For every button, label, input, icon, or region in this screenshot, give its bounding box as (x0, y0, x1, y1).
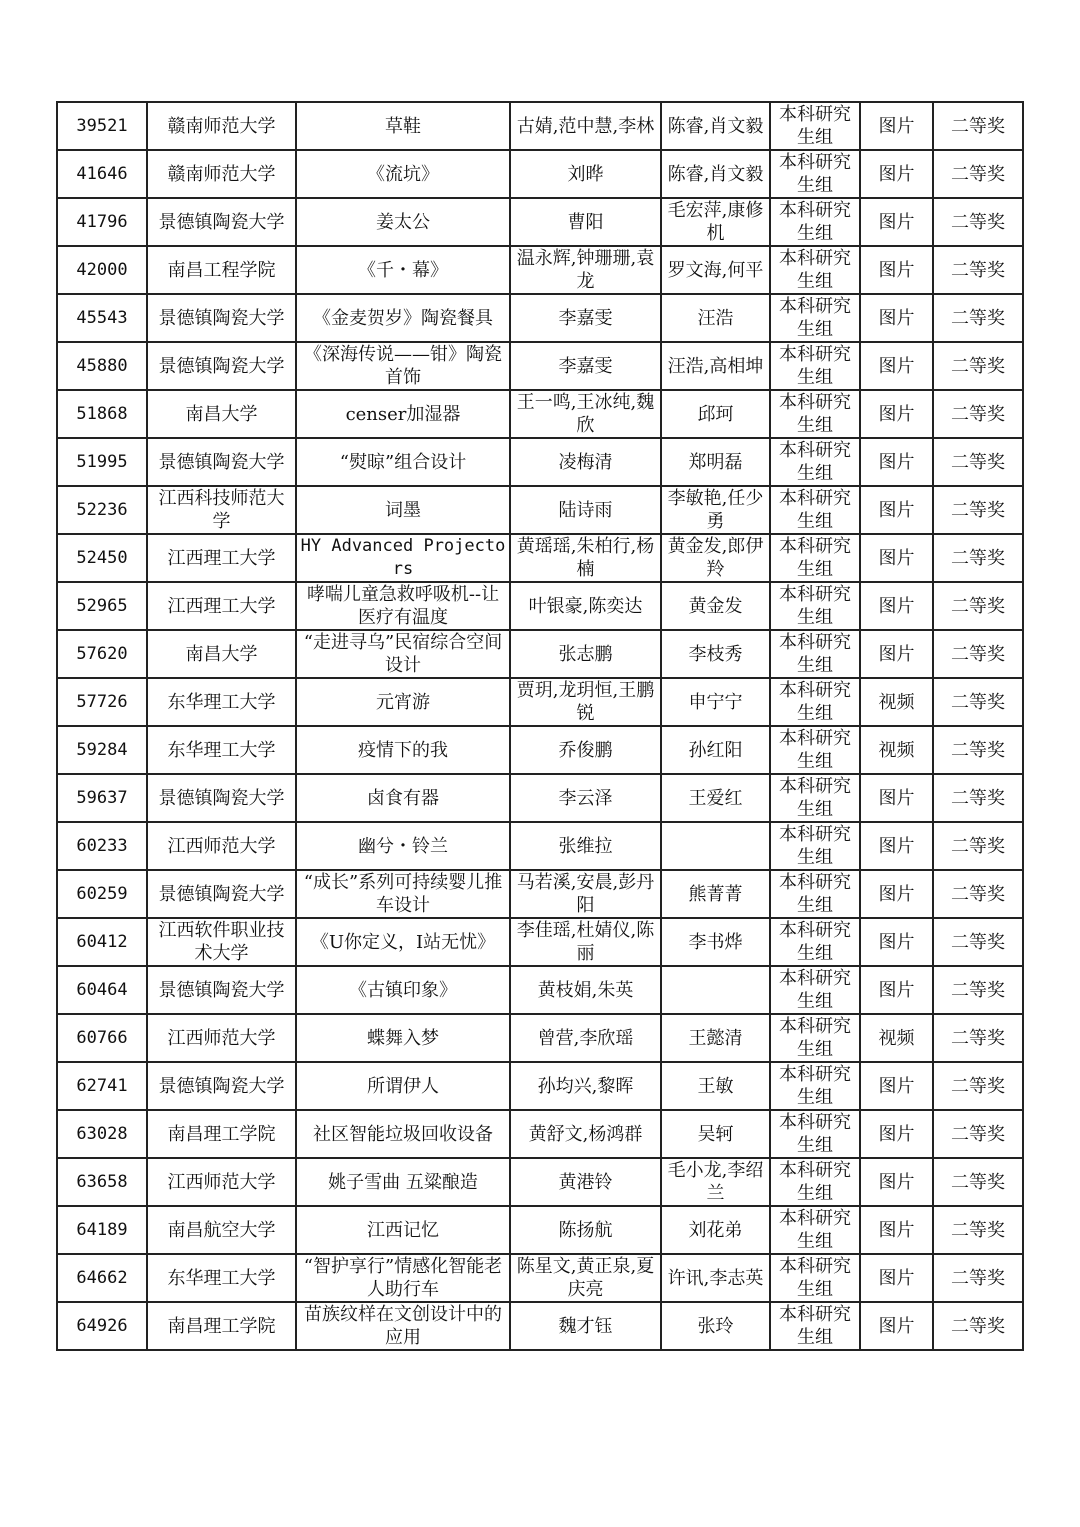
entry-id-cell: 52450 (57, 534, 147, 582)
award-cell: 二等奖 (933, 774, 1023, 822)
entry-id-cell: 39521 (57, 102, 147, 150)
school-cell: 景德镇陶瓷大学 (147, 774, 296, 822)
authors-cell: 黄瑶瑶,朱柏行,杨楠 (510, 534, 661, 582)
work-title-cell: censer加湿器 (296, 390, 510, 438)
award-cell: 二等奖 (933, 1254, 1023, 1302)
entry-id-cell: 52965 (57, 582, 147, 630)
table-row (57, 1062, 1023, 1110)
advisors-cell: 李枝秀 (661, 630, 770, 678)
award-cell: 二等奖 (933, 102, 1023, 150)
type-cell: 图片 (860, 918, 933, 966)
group-cell: 本科研究生组 (770, 390, 860, 438)
work-title-cell: 《千・幕》 (296, 246, 510, 294)
authors-cell: 曹阳 (510, 198, 661, 246)
authors-cell: 温永辉,钟珊珊,袁龙 (510, 246, 661, 294)
work-title-cell: 哮喘儿童急救呼吸机--让医疗有温度 (296, 582, 510, 630)
entry-id-cell: 64189 (57, 1206, 147, 1254)
group-cell: 本科研究生组 (770, 774, 860, 822)
work-title-cell: 《U你定义，I站无忧》 (296, 918, 510, 966)
authors-cell: 陈星文,黄正泉,夏庆亮 (510, 1254, 661, 1302)
table-row (57, 342, 1023, 390)
table-body (57, 102, 1023, 1350)
advisors-cell: 汪浩,高相坤 (661, 342, 770, 390)
group-cell: 本科研究生组 (770, 582, 860, 630)
school-cell: 赣南师范大学 (147, 102, 296, 150)
award-cell: 二等奖 (933, 630, 1023, 678)
group-cell: 本科研究生组 (770, 150, 860, 198)
type-cell: 图片 (860, 1110, 933, 1158)
advisors-cell: 王爱红 (661, 774, 770, 822)
entry-id-cell: 45543 (57, 294, 147, 342)
work-title-cell: 蝶舞入梦 (296, 1014, 510, 1062)
group-cell: 本科研究生组 (770, 870, 860, 918)
entry-id-cell: 41796 (57, 198, 147, 246)
advisors-cell: 陈睿,肖文毅 (661, 102, 770, 150)
work-title-cell: 姚子雪曲 五粱酿造 (296, 1158, 510, 1206)
type-cell: 图片 (860, 1206, 933, 1254)
school-cell: 江西师范大学 (147, 822, 296, 870)
school-cell: 景德镇陶瓷大学 (147, 966, 296, 1014)
authors-cell: 张志鹏 (510, 630, 661, 678)
type-cell: 图片 (860, 102, 933, 150)
work-title-cell: “成长”系列可持续婴儿推车设计 (296, 870, 510, 918)
type-cell: 图片 (860, 1062, 933, 1110)
advisors-cell: 邱珂 (661, 390, 770, 438)
work-title-cell: 《金麦贺岁》陶瓷餐具 (296, 294, 510, 342)
table-row (57, 822, 1023, 870)
group-cell: 本科研究生组 (770, 1302, 860, 1350)
authors-cell: 曾营,李欣瑶 (510, 1014, 661, 1062)
award-cell: 二等奖 (933, 822, 1023, 870)
work-title-cell: 元宵游 (296, 678, 510, 726)
entry-id-cell: 63028 (57, 1110, 147, 1158)
school-cell: 景德镇陶瓷大学 (147, 294, 296, 342)
award-cell: 二等奖 (933, 1206, 1023, 1254)
group-cell: 本科研究生组 (770, 102, 860, 150)
type-cell: 图片 (860, 534, 933, 582)
table-row (57, 438, 1023, 486)
table-row (57, 534, 1023, 582)
group-cell: 本科研究生组 (770, 726, 860, 774)
authors-cell: 马若溪,安晨,彭丹阳 (510, 870, 661, 918)
authors-cell: 李嘉雯 (510, 342, 661, 390)
award-cell: 二等奖 (933, 150, 1023, 198)
school-cell: 南昌工程学院 (147, 246, 296, 294)
work-title-cell: “熨晾”组合设计 (296, 438, 510, 486)
work-title-cell: 草鞋 (296, 102, 510, 150)
award-cell: 二等奖 (933, 678, 1023, 726)
entry-id-cell: 60412 (57, 918, 147, 966)
advisors-cell: 王敏 (661, 1062, 770, 1110)
table-row (57, 198, 1023, 246)
entry-id-cell: 60233 (57, 822, 147, 870)
entry-id-cell: 41646 (57, 150, 147, 198)
work-title-cell: HY Advanced Projectors (296, 534, 510, 582)
award-cell: 二等奖 (933, 1110, 1023, 1158)
work-title-cell: 江西记忆 (296, 1206, 510, 1254)
award-cell: 二等奖 (933, 918, 1023, 966)
school-cell: 南昌航空大学 (147, 1206, 296, 1254)
school-cell: 江西师范大学 (147, 1158, 296, 1206)
work-title-cell: 《古镇印象》 (296, 966, 510, 1014)
authors-cell: 古婧,范中慧,李林 (510, 102, 661, 150)
advisors-cell: 李书烨 (661, 918, 770, 966)
entry-id-cell: 51868 (57, 390, 147, 438)
work-title-cell: 所谓伊人 (296, 1062, 510, 1110)
group-cell: 本科研究生组 (770, 1158, 860, 1206)
work-title-cell: 卤食有器 (296, 774, 510, 822)
type-cell: 视频 (860, 1014, 933, 1062)
authors-cell: 孙均兴,黎晖 (510, 1062, 661, 1110)
table-row (57, 1206, 1023, 1254)
advisors-cell (661, 966, 770, 1014)
award-table (56, 101, 1024, 1351)
table-row (57, 150, 1023, 198)
type-cell: 图片 (860, 342, 933, 390)
advisors-cell: 许讯,李志英 (661, 1254, 770, 1302)
advisors-cell: 刘花弟 (661, 1206, 770, 1254)
group-cell: 本科研究生组 (770, 1014, 860, 1062)
group-cell: 本科研究生组 (770, 438, 860, 486)
entry-id-cell: 51995 (57, 438, 147, 486)
group-cell: 本科研究生组 (770, 534, 860, 582)
type-cell: 视频 (860, 678, 933, 726)
school-cell: 东华理工大学 (147, 726, 296, 774)
table-row (57, 774, 1023, 822)
award-cell: 二等奖 (933, 486, 1023, 534)
table-row (57, 1302, 1023, 1350)
table-row (57, 1014, 1023, 1062)
type-cell: 图片 (860, 438, 933, 486)
school-cell: 江西科技师范大学 (147, 486, 296, 534)
entry-id-cell: 64662 (57, 1254, 147, 1302)
advisors-cell: 申宁宁 (661, 678, 770, 726)
type-cell: 图片 (860, 822, 933, 870)
table-row (57, 102, 1023, 150)
entry-id-cell: 42000 (57, 246, 147, 294)
school-cell: 南昌大学 (147, 390, 296, 438)
authors-cell: 张维拉 (510, 822, 661, 870)
school-cell: 南昌理工学院 (147, 1110, 296, 1158)
table-row (57, 246, 1023, 294)
group-cell: 本科研究生组 (770, 1254, 860, 1302)
type-cell: 图片 (860, 246, 933, 294)
group-cell: 本科研究生组 (770, 1062, 860, 1110)
entry-id-cell: 52236 (57, 486, 147, 534)
type-cell: 图片 (860, 1254, 933, 1302)
advisors-cell: 毛宏萍,康修机 (661, 198, 770, 246)
advisors-cell: 孙红阳 (661, 726, 770, 774)
table-row (57, 726, 1023, 774)
entry-id-cell: 59637 (57, 774, 147, 822)
authors-cell: 黄港铃 (510, 1158, 661, 1206)
type-cell: 图片 (860, 1158, 933, 1206)
school-cell: 江西理工大学 (147, 534, 296, 582)
type-cell: 图片 (860, 1302, 933, 1350)
advisors-cell: 王懿清 (661, 1014, 770, 1062)
group-cell: 本科研究生组 (770, 294, 860, 342)
entry-id-cell: 62741 (57, 1062, 147, 1110)
award-cell: 二等奖 (933, 726, 1023, 774)
award-cell: 二等奖 (933, 1014, 1023, 1062)
type-cell: 图片 (860, 966, 933, 1014)
school-cell: 东华理工大学 (147, 1254, 296, 1302)
table-row (57, 582, 1023, 630)
group-cell: 本科研究生组 (770, 1110, 860, 1158)
type-cell: 图片 (860, 390, 933, 438)
table-row (57, 678, 1023, 726)
award-cell: 二等奖 (933, 438, 1023, 486)
award-cell: 二等奖 (933, 198, 1023, 246)
advisors-cell: 汪浩 (661, 294, 770, 342)
authors-cell: 黄舒文,杨鸿群 (510, 1110, 661, 1158)
authors-cell: 李嘉雯 (510, 294, 661, 342)
entry-id-cell: 57726 (57, 678, 147, 726)
group-cell: 本科研究生组 (770, 630, 860, 678)
work-title-cell: 苗族纹样在文创设计中的应用 (296, 1302, 510, 1350)
school-cell: 南昌大学 (147, 630, 296, 678)
entry-id-cell: 64926 (57, 1302, 147, 1350)
group-cell: 本科研究生组 (770, 966, 860, 1014)
entry-id-cell: 45880 (57, 342, 147, 390)
award-cell: 二等奖 (933, 294, 1023, 342)
table-row (57, 390, 1023, 438)
authors-cell: 魏才钰 (510, 1302, 661, 1350)
advisors-cell: 黄金发,郎伊羚 (661, 534, 770, 582)
table-row (57, 870, 1023, 918)
award-cell: 二等奖 (933, 966, 1023, 1014)
award-cell: 二等奖 (933, 534, 1023, 582)
school-cell: 南昌理工学院 (147, 1302, 296, 1350)
work-title-cell: 幽兮・铃兰 (296, 822, 510, 870)
authors-cell: 叶银豪,陈奕达 (510, 582, 661, 630)
group-cell: 本科研究生组 (770, 918, 860, 966)
award-cell: 二等奖 (933, 582, 1023, 630)
advisors-cell: 张玲 (661, 1302, 770, 1350)
advisors-cell: 吴轲 (661, 1110, 770, 1158)
advisors-cell (661, 822, 770, 870)
group-cell: 本科研究生组 (770, 1206, 860, 1254)
advisors-cell: 熊菁菁 (661, 870, 770, 918)
advisors-cell: 陈睿,肖文毅 (661, 150, 770, 198)
advisors-cell: 黄金发 (661, 582, 770, 630)
entry-id-cell: 60259 (57, 870, 147, 918)
table-row (57, 486, 1023, 534)
advisors-cell: 郑明磊 (661, 438, 770, 486)
type-cell: 图片 (860, 582, 933, 630)
authors-cell: 贾玥,龙玥恒,王鹏锐 (510, 678, 661, 726)
school-cell: 东华理工大学 (147, 678, 296, 726)
entry-id-cell: 59284 (57, 726, 147, 774)
work-title-cell: 社区智能垃圾回收设备 (296, 1110, 510, 1158)
work-title-cell: 《深海传说——钳》陶瓷首饰 (296, 342, 510, 390)
authors-cell: 刘晔 (510, 150, 661, 198)
type-cell: 图片 (860, 630, 933, 678)
work-title-cell: “智护享行”情感化智能老人助行车 (296, 1254, 510, 1302)
school-cell: 赣南师范大学 (147, 150, 296, 198)
entry-id-cell: 63658 (57, 1158, 147, 1206)
advisors-cell: 罗文海,何平 (661, 246, 770, 294)
authors-cell: 黄枝娟,朱英 (510, 966, 661, 1014)
school-cell: 景德镇陶瓷大学 (147, 870, 296, 918)
group-cell: 本科研究生组 (770, 486, 860, 534)
type-cell: 图片 (860, 774, 933, 822)
entry-id-cell: 60464 (57, 966, 147, 1014)
table-row (57, 1110, 1023, 1158)
table-row (57, 630, 1023, 678)
school-cell: 景德镇陶瓷大学 (147, 438, 296, 486)
work-title-cell: 疫情下的我 (296, 726, 510, 774)
award-cell: 二等奖 (933, 246, 1023, 294)
award-cell: 二等奖 (933, 1062, 1023, 1110)
group-cell: 本科研究生组 (770, 678, 860, 726)
table-row (57, 966, 1023, 1014)
work-title-cell: 《流坑》 (296, 150, 510, 198)
type-cell: 图片 (860, 150, 933, 198)
school-cell: 江西师范大学 (147, 1014, 296, 1062)
type-cell: 图片 (860, 486, 933, 534)
group-cell: 本科研究生组 (770, 198, 860, 246)
authors-cell: 乔俊鹏 (510, 726, 661, 774)
authors-cell: 李佳瑶,杜婧仪,陈丽 (510, 918, 661, 966)
table-row (57, 294, 1023, 342)
authors-cell: 陆诗雨 (510, 486, 661, 534)
group-cell: 本科研究生组 (770, 342, 860, 390)
advisors-cell: 毛小龙,李绍兰 (661, 1158, 770, 1206)
award-cell: 二等奖 (933, 390, 1023, 438)
type-cell: 视频 (860, 726, 933, 774)
work-title-cell: “走进寻乌”民宿综合空间设计 (296, 630, 510, 678)
award-cell: 二等奖 (933, 1158, 1023, 1206)
award-cell: 二等奖 (933, 870, 1023, 918)
authors-cell: 王一鸣,王冰纯,魏欣 (510, 390, 661, 438)
work-title-cell: 词墨 (296, 486, 510, 534)
entry-id-cell: 57620 (57, 630, 147, 678)
award-cell: 二等奖 (933, 342, 1023, 390)
table-row (57, 1254, 1023, 1302)
work-title-cell: 姜太公 (296, 198, 510, 246)
group-cell: 本科研究生组 (770, 822, 860, 870)
type-cell: 图片 (860, 870, 933, 918)
school-cell: 景德镇陶瓷大学 (147, 1062, 296, 1110)
group-cell: 本科研究生组 (770, 246, 860, 294)
authors-cell: 凌梅清 (510, 438, 661, 486)
entry-id-cell: 60766 (57, 1014, 147, 1062)
school-cell: 景德镇陶瓷大学 (147, 198, 296, 246)
school-cell: 江西软件职业技术大学 (147, 918, 296, 966)
type-cell: 图片 (860, 294, 933, 342)
table-row (57, 918, 1023, 966)
school-cell: 景德镇陶瓷大学 (147, 342, 296, 390)
school-cell: 江西理工大学 (147, 582, 296, 630)
type-cell: 图片 (860, 198, 933, 246)
award-cell: 二等奖 (933, 1302, 1023, 1350)
authors-cell: 李云泽 (510, 774, 661, 822)
table-row (57, 1158, 1023, 1206)
authors-cell: 陈扬航 (510, 1206, 661, 1254)
advisors-cell: 李敏艳,任少勇 (661, 486, 770, 534)
